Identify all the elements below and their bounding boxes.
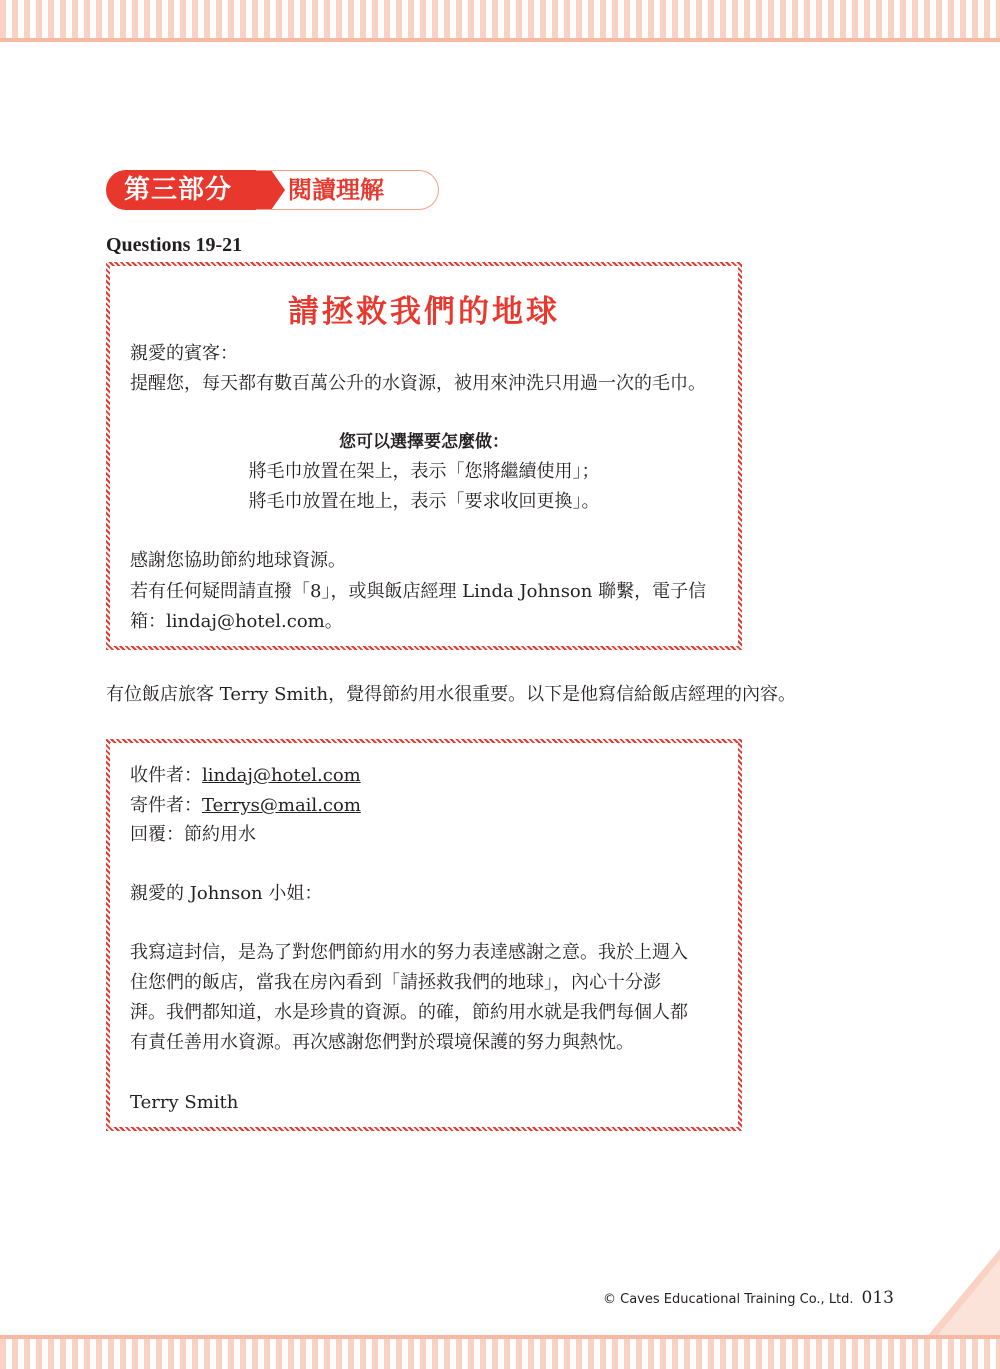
notice-contact-line-1: 若有任何疑問請直撥「8」，或與飯店經理 Linda Johnson 聯繫，電子信: [130, 581, 707, 602]
email-box: [106, 739, 742, 1131]
notice-option-2: 將毛巾放置在地上，表示「要求收回更換」。: [248, 491, 600, 512]
email-body-line-4: 有責任善用水資源。再次感謝您們對於環境保護的努力與熱忱。: [130, 1032, 634, 1053]
notice-contact-line-2: 箱：lindaj@hotel.com。: [130, 611, 343, 632]
section-title: 閱讀理解: [256, 170, 439, 210]
top-stripe-decoration: [0, 0, 1000, 42]
notice-salutation: 親愛的賓客：: [130, 343, 238, 364]
email-greeting: 親愛的 Johnson 小姐：: [130, 883, 323, 904]
email-body-line-2: 住您們的飯店，當我在房內看到「請拯救我們的地球」，內心十分澎: [130, 972, 661, 993]
footer-copyright: © Caves Educational Training Co., Ltd.: [602, 1292, 854, 1307]
email-to-address[interactable]: lindaj@hotel.com: [202, 765, 361, 786]
email-body-line-1: 我寫這封信，是為了對您們節約用水的努力表達感謝之意。我於上週入: [130, 942, 688, 963]
notice-reminder: 提醒您，每天都有數百萬公升的水資源，被用來沖洗只用過一次的毛巾。: [130, 373, 706, 394]
intro-text: 有位飯店旅客 Terry Smith，覺得節約用水很重要。以下是他寫信給飯店經理的內容。: [106, 684, 797, 705]
email-from-label: 寄件者：: [130, 795, 202, 816]
section-number-label: 第三部分: [106, 170, 271, 210]
email-subject: 回覆：節約用水: [130, 824, 256, 845]
page-footer: [603, 1288, 894, 1308]
notice-box: [106, 262, 742, 650]
section-heading: [106, 170, 408, 210]
email-to-label: 收件者：: [130, 765, 202, 786]
bottom-stripe-decoration: [0, 1335, 1000, 1369]
email-from-address[interactable]: Terrys@mail.com: [202, 795, 361, 816]
notice-option-1: 將毛巾放置在架上，表示「您將繼續使用」；: [248, 461, 600, 482]
email-to-row: [130, 761, 361, 791]
notice-choice-heading: 您可以選擇要怎麼做：: [339, 432, 509, 452]
page-number: 013: [861, 1288, 894, 1308]
questions-label: Questions 19-21: [106, 234, 243, 256]
notice-title: 請拯救我們的地球: [288, 294, 560, 330]
email-signature: Terry Smith: [130, 1092, 239, 1113]
email-from-row: [130, 791, 361, 821]
notice-thanks: 感謝您協助節約地球資源。: [130, 550, 346, 571]
email-body-line-3: 湃。我們都知道，水是珍貴的資源。的確，節約用水就是我們每個人都: [130, 1002, 688, 1023]
